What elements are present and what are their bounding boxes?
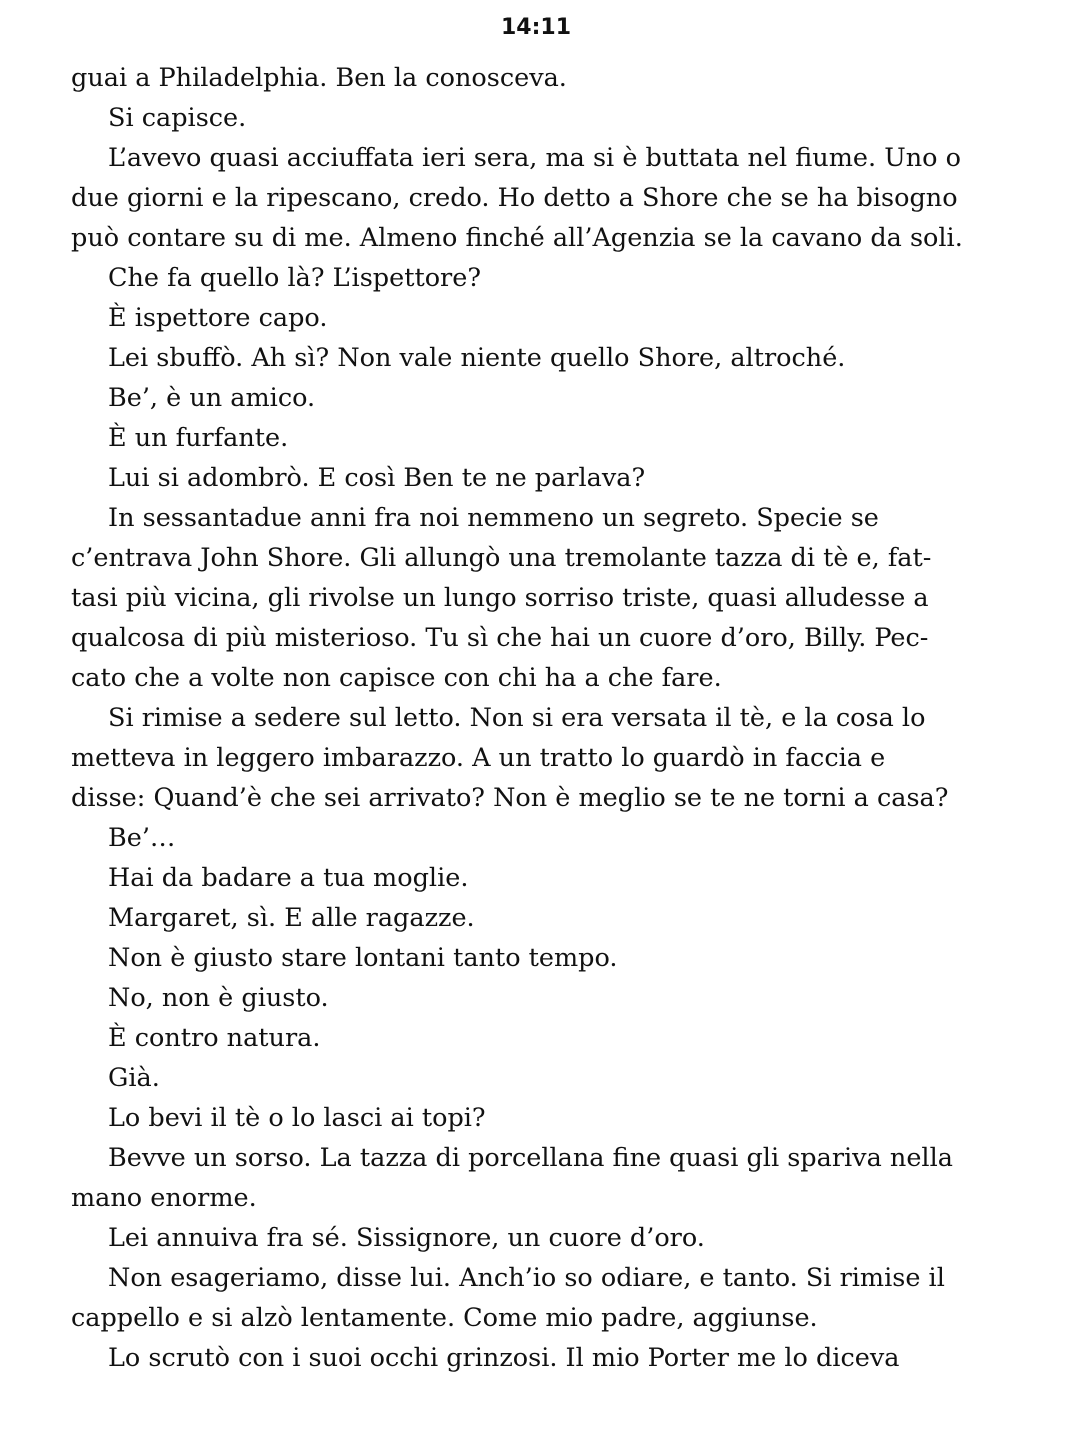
text-line: tasi più vicina, gli rivolse un lungo sorriso triste, quasi alludesse a (71, 583, 929, 613)
clock-time: 14:11 (500, 15, 572, 40)
text-line: Non è giusto stare lontani tanto tempo. (108, 943, 618, 973)
text-line: Lui si adombrò. E così Ben te ne parlava? (108, 463, 646, 493)
text-line: No, non è giusto. (108, 983, 329, 1013)
text-line: Lei sbuffò. Ah sì? Non vale niente quello Shore, altroché. (108, 343, 846, 373)
status-bar (0, 12, 1072, 44)
text-line: Lei annuiva fra sé. Sissignore, un cuore d’oro. (108, 1223, 705, 1253)
text-line: Già. (108, 1063, 160, 1093)
text-line: mano enorme. (71, 1183, 257, 1213)
text-line: Non esageriamo, disse lui. Anch’io so odiare, e tanto. Si rimise il (108, 1263, 945, 1293)
text-line: Hai da badare a tua moglie. (108, 863, 469, 893)
text-line: È ispettore capo. (108, 303, 328, 333)
text-line: c’entrava John Shore. Gli allungò una tremolante tazza di tè e, fat- (71, 543, 932, 573)
text-line: metteva in leggero imbarazzo. A un tratto lo guardò in faccia e (71, 743, 886, 773)
text-line: È un furfante. (108, 423, 289, 453)
text-line: Lo scrutò con i suoi occhi grinzosi. Il mio Porter me lo diceva (108, 1343, 900, 1373)
text-line: Che fa quello là? L’ispettore? (108, 263, 481, 293)
text-line: È contro natura. (108, 1023, 321, 1053)
text-line: Si capisce. (108, 103, 247, 133)
text-line: può contare su di me. Almeno finché all’Agenzia se la cavano da soli. (71, 223, 963, 253)
text-line: In sessantadue anni fra noi nemmeno un segreto. Specie se (108, 503, 879, 533)
text-line: cappello e si alzò lentamente. Come mio padre, aggiunse. (71, 1303, 818, 1333)
text-line: due giorni e la ripescano, credo. Ho detto a Shore che se ha bisogno (71, 183, 958, 213)
text-line: Bevve un sorso. La tazza di porcellana fine quasi gli spariva nella (108, 1143, 953, 1173)
reader-page[interactable] (71, 58, 1011, 1378)
text-line: qualcosa di più misterioso. Tu sì che hai un cuore d’oro, Billy. Pec- (71, 623, 929, 653)
text-line: disse: Quand’è che sei arrivato? Non è meglio se te ne torni a casa? (71, 783, 949, 813)
text-line: L’avevo quasi acciuffata ieri sera, ma si è buttata nel fiume. Uno o (108, 143, 961, 173)
text-line: cato che a volte non capisce con chi ha a che fare. (71, 663, 722, 693)
text-line: guai a Philadelphia. Ben la conosceva. (71, 63, 567, 93)
text-line: Margaret, sì. E alle ragazze. (108, 903, 475, 933)
text-line: Be’… (108, 823, 176, 853)
text-line: Lo bevi il tè o lo lasci ai topi? (108, 1103, 486, 1133)
text-line: Be’, è un amico. (108, 383, 316, 413)
text-line: Si rimise a sedere sul letto. Non si era versata il tè, e la cosa lo (108, 703, 926, 733)
